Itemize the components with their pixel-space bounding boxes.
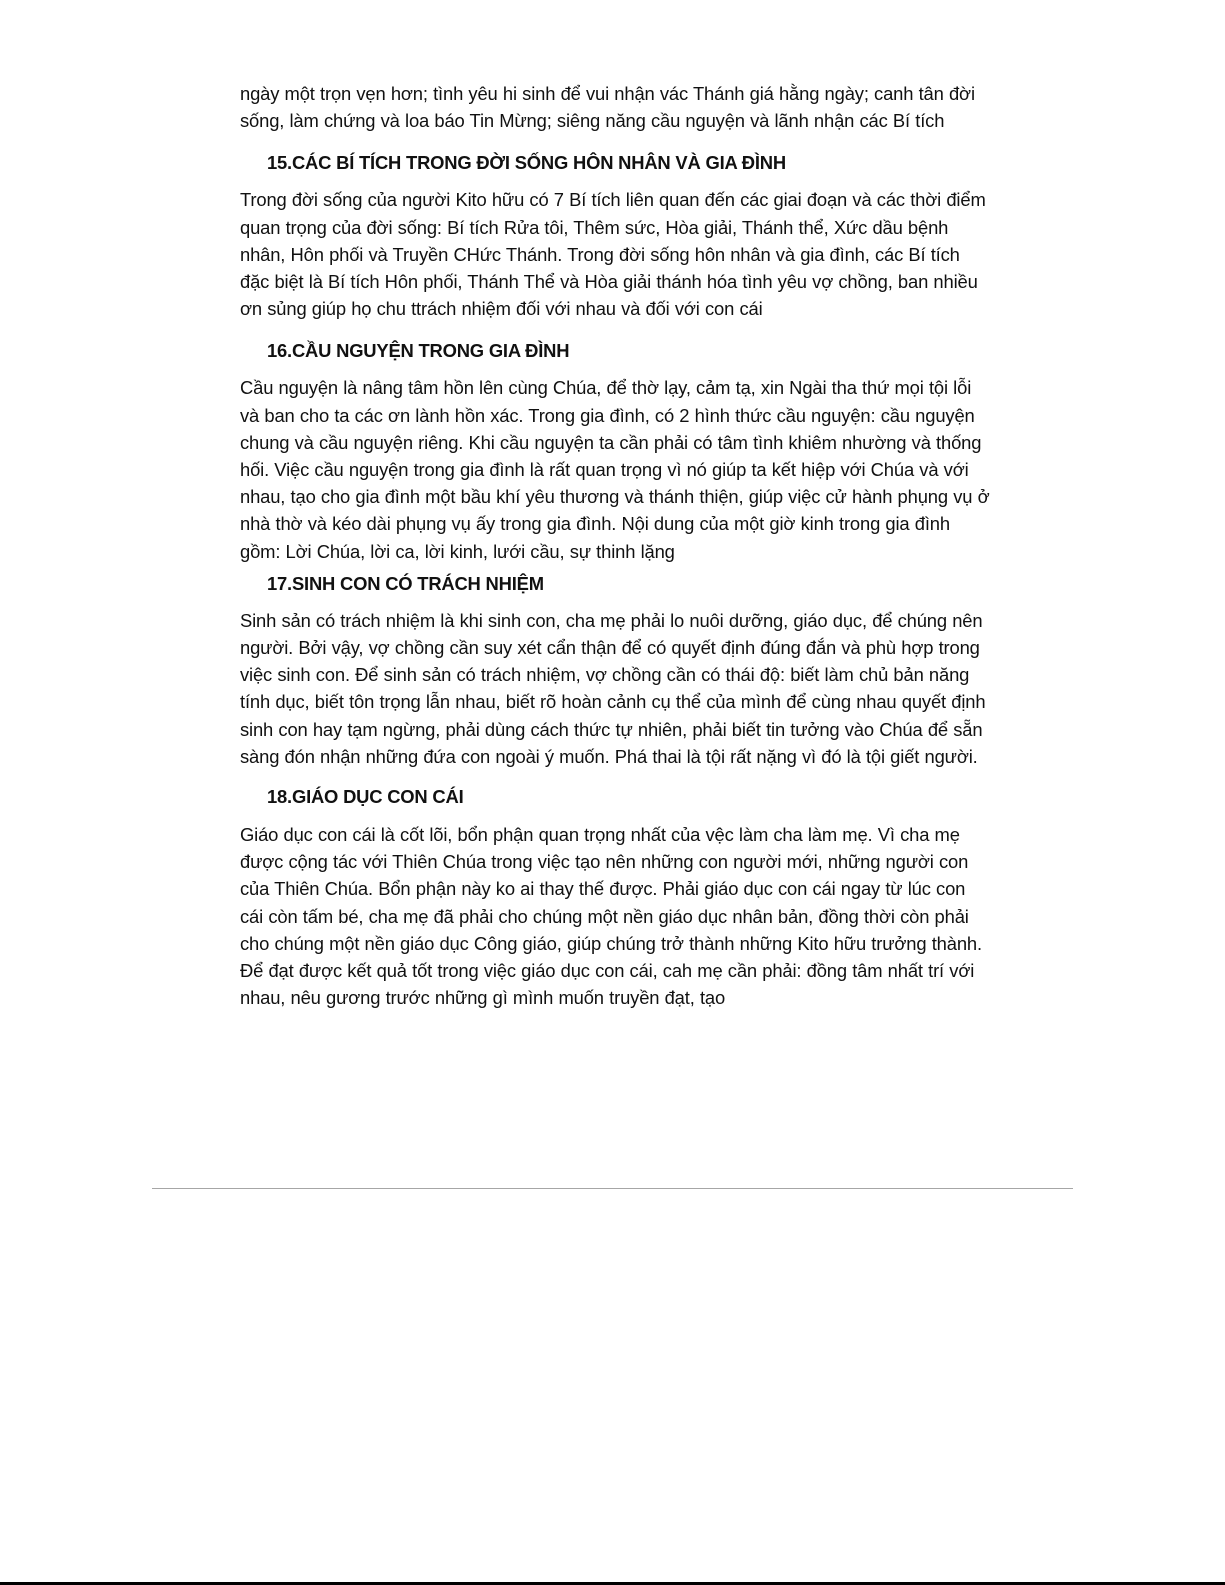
section-16-paragraph: Cầu nguyện là nâng tâm hồn lên cùng Chúa, để thờ lạy, cảm tạ, xin Ngài tha thứ mọi tội lỗi và ban cho ta các ơn lành hồn xác. Trong gia đình, có 2 hình thức cầu nguyện: cầu nguyện chung và cầu nguyện riêng. Khi cầu nguyện ta cần phải có tâm tình khiêm nhường và thống hối. Việc cầu nguyện trong gia đình là rất quan trọng vì nó giúp ta kết hiệp với Chúa và với nhau, tạo cho gia đình một bầu khí yêu thương và thánh thiện, giúp việc cử hành phụng vụ ở nhà thờ và kéo dài phụng vụ ấy trong gia đình. Nội dung của một giờ kinh trong gia đình gồm: Lời Chúa, lời ca, lời kinh, lưới cầu, sự thinh lặng — [240, 377, 990, 562]
document-page — [240, 80, 992, 1011]
section-15-heading: 15.CÁC BÍ TÍCH TRONG ĐỜI SỐNG HÔN NHÂN VÀ GIA ĐÌNH — [267, 152, 786, 174]
section-17-heading: 17.SINH CON CÓ TRÁCH NHIỆM — [267, 572, 544, 594]
section-18-heading: 18.GIÁO DỤC CON CÁI — [267, 786, 464, 808]
page-divider — [152, 1188, 1073, 1189]
section-17-paragraph: Sinh sản có trách nhiệm là khi sinh con, cha mẹ phải lo nuôi dưỡng, giáo dục, để chúng nên người. Bởi vậy, vợ chồng cần suy xét cẩn thận để có quyết định đúng đắn và phù hợp trong việc sinh con. Để sinh sản có trách nhiệm, vợ chồng cần có thái độ: biết làm chủ bản năng tính dục, biết tôn trọng lẫn nhau, biết rõ hoàn cảnh cụ thể của mình để cùng nhau quyết định sinh con hay tạm ngừng, phải dùng cách thức tự nhiên, phải biết tin tưởng vào Chúa để sẵn sàng đón nhận những đứa con ngoài ý muốn. Phá thai là tội rất nặng vì đó là tội giết người. — [240, 609, 986, 767]
section-15-paragraph: Trong đời sống của người Kito hữu có 7 Bí tích liên quan đến các giai đoạn và các thời điểm quan trọng của đời sống: Bí tích Rửa tôi, Thêm sức, Hòa giải, Thánh thể, Xức dầu bệnh nhân, Hôn phối và Truyền CHức Thánh. Trong đời sống hôn nhân và gia đình, các Bí tích đặc biệt là Bí tích Hôn phối, Thánh Thể và Hòa giải thánh hóa tình yêu vợ chồng, ban nhiều ơn sủng giúp họ chu ttrách nhiệm đối với nhau và đối với con cái — [240, 189, 986, 320]
section-18-paragraph: Giáo dục con cái là cốt lõi, bổn phận quan trọng nhất của vệc làm cha làm mẹ. Vì cha mẹ được cộng tác với Thiên Chúa trong việc tạo nên những con người mới, những người con của Thiên Chúa. Bổn phận này ko ai thay thế được. Phải giáo dục con cái ngay từ lúc con cái còn tấm bé, cha mẹ đã phải cho chúng một nền giáo dục nhân bản, đồng thời còn phải cho chúng một nền giáo dục Công giáo, giúp chúng trở thành những Kito hữu trưởng thành. Để đạt được kết quả tốt trong việc giáo dục con cái, cah mẹ cần phải: đồng tâm nhất trí với nhau, nêu gương trước những gì mình muốn truyền đạt, tạo — [240, 824, 982, 1009]
section-16-heading: 16.CẦU NGUYỆN TRONG GIA ĐÌNH — [267, 340, 570, 362]
intro-paragraph: ngày một trọn vẹn hơn; tình yêu hi sinh để vui nhận vác Thánh giá hằng ngày; canh tân đời sống, làm chứng và loa báo Tin Mừng; siêng năng cầu nguyện và lãnh nhận các Bí tích — [240, 83, 975, 132]
